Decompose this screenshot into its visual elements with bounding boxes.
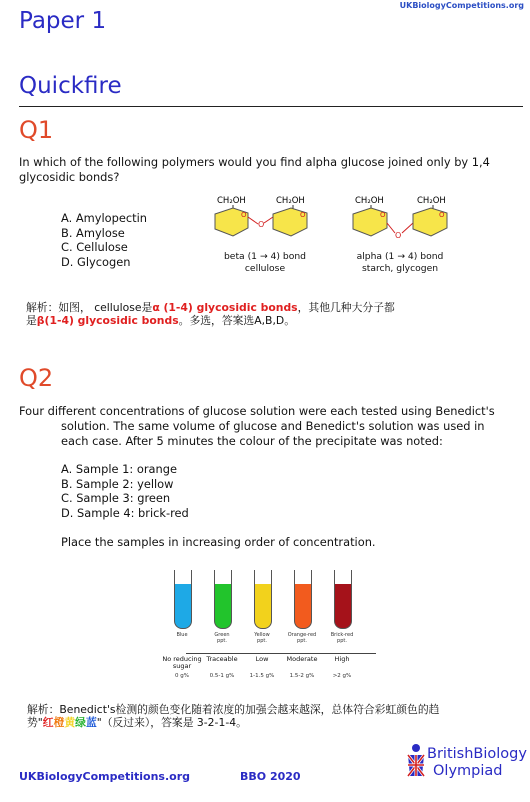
glycosidic-bond-diagram [205,191,463,247]
tube-color-name: Brick-red [330,632,354,638]
q1-explanation-line1 [26,301,446,314]
q2-text-line2: solution. The same volume of glucose and Benedict's solution was used in [61,419,485,433]
test-tube [174,570,192,629]
beta-bond-caption [205,251,325,275]
tube-color-name: Blue [176,632,188,638]
q1-option-d: D. Glycogen [61,254,131,269]
test-tube [294,570,312,629]
q2-heading: Q2 [19,364,54,392]
ring-oxygen-label: O [300,211,306,219]
glycosidic-link [402,223,413,233]
benedicts-test-figure [162,570,390,690]
q2-options [61,462,189,520]
tube-color-label [282,632,322,644]
q1-options [61,211,147,269]
alpha-bond-highlight: α (1-4) glycosidic bonds [152,301,298,314]
tube-color-label [242,632,282,644]
tube-color-label [202,632,242,644]
q2-option-c: C. Sample 3: green [61,491,171,505]
beta-bond-highlight: β(1-4) glycosidic bonds [36,314,179,327]
alpha-bond-caption-line2: starch, glycogen [361,263,439,274]
tube-color-name: Green [214,632,230,638]
tube-color-name: Orange-red [287,632,317,638]
bridge-oxygen-label: O [395,231,402,240]
q2-explanation-line1: 解析：Benedict's检测的颜色变化随着浓度的加强会越来越深，总体符合彩虹颜色的趋 [27,703,440,716]
alpha-bond-caption-line1: alpha (1 → 4) bond [356,251,444,262]
rainbow-char: 蓝 [85,716,97,729]
concentration-label: Moderate [286,655,318,663]
ring-oxygen-label: O [380,211,386,219]
rainbow-char: 红 [42,716,54,729]
section-title: Quickfire [19,73,122,99]
alpha-bond-caption [340,251,460,275]
tube-ppt-label: ppt. [297,638,307,644]
ch2oh-label: CH₂OH [355,196,384,206]
concentration-amount: 1.5-2 g% [289,673,315,679]
logo-line2: Olympiad [433,763,503,779]
rainbow-char: 绿 [75,716,86,729]
test-tube [254,570,272,629]
rainbow-sequence [43,716,97,729]
test-tube [214,570,232,629]
q2-option-a: A. Sample 1: orange [61,462,177,476]
paper-title: Paper 1 [19,8,107,34]
concentration-label: No reducing sugar [162,655,202,670]
q1-explanation [26,301,446,327]
footer-exam-label: BBO 2020 [240,770,301,783]
glycosidic-link [387,223,395,233]
q2-option-d: D. Sample 4: brick-red [61,505,189,520]
glycosidic-link [264,217,273,223]
q1-heading: Q1 [19,116,54,144]
q2-explanation-line2 [27,716,497,729]
beta-bond-caption-line2: cellulose [244,263,286,274]
rainbow-char: 黄 [64,716,76,729]
concentration-label: Low [255,655,269,663]
ring-oxygen-label: O [241,211,247,219]
beta-bond-caption-line1: beta (1 → 4) bond [223,251,307,262]
test-tube [334,570,352,629]
concentration-amount: >2 g% [332,673,352,679]
q1-explanation-line2 [26,314,446,327]
logo-line1: BritishBiology [427,746,527,762]
q2-explanation [27,703,497,729]
q2-explanation-line2-suffix: "（反过来），答案是 3-2-1-4。 [96,716,247,729]
ring-oxygen-label: O [439,211,445,219]
bbo-logo-text [427,746,527,780]
tube-color-label [322,632,362,644]
glycosidic-link [248,217,258,224]
q1-question-text: In which of the following polymers would you find alpha glucose joined only by 1,4 glycosidic bonds? [19,155,490,184]
bridge-oxygen-label: O [258,220,265,229]
section-divider [19,106,523,107]
site-url-top[interactable]: UKBiologyCompetitions.org [399,1,524,10]
bbo-logo-icon [404,743,426,777]
tube-color-label [162,632,202,638]
footer-site-link[interactable]: UKBiologyCompetitions.org [19,770,190,783]
q2-prompt: Place the samples in increasing order of concentration. [61,535,376,549]
q1-option-c: C. Cellulose [61,240,128,254]
q2-explanation-line2-prefix: 势" [27,716,43,729]
q2-option-b: B. Sample 2: yellow [61,476,174,491]
q1-explanation-prefix: 解析：如图， cellulose是 [26,301,153,314]
ch2oh-label: CH₂OH [276,196,305,206]
ch2oh-label: CH₂OH [417,196,446,206]
concentration-amount: 1-1.5 g% [249,673,275,679]
concentration-scale-line [186,653,376,654]
concentration-amount: 0.5-1 g% [209,673,235,679]
q1-explanation-line2-prefix: 是 [26,314,37,327]
concentration-label: Traceable [206,655,238,663]
tube-ppt-label: ppt. [217,638,227,644]
q1-explanation-middle: ，其他几种大分子都 [297,301,395,314]
concentration-amount: 0 g% [175,673,189,679]
q1-option-a: A. Amylopectin [61,211,147,225]
tube-ppt-label: ppt. [257,638,267,644]
ch2oh-label: CH₂OH [217,196,246,206]
rainbow-char: 橙 [53,716,65,729]
q1-option-b: B. Amylose [61,225,125,240]
tube-color-name: Yellow [254,632,270,638]
tube-ppt-label: ppt. [337,638,347,644]
q1-explanation-suffix: 。多选，答案选A,B,D。 [178,314,296,327]
q2-text-line3: each case. After 5 minutes the colour of the precipitate was noted: [61,434,443,448]
q2-text-line1: Four different concentrations of glucose solution were each tested using Benedict's [19,404,495,418]
concentration-label: High [334,655,350,663]
q2-question-text [19,404,524,449]
